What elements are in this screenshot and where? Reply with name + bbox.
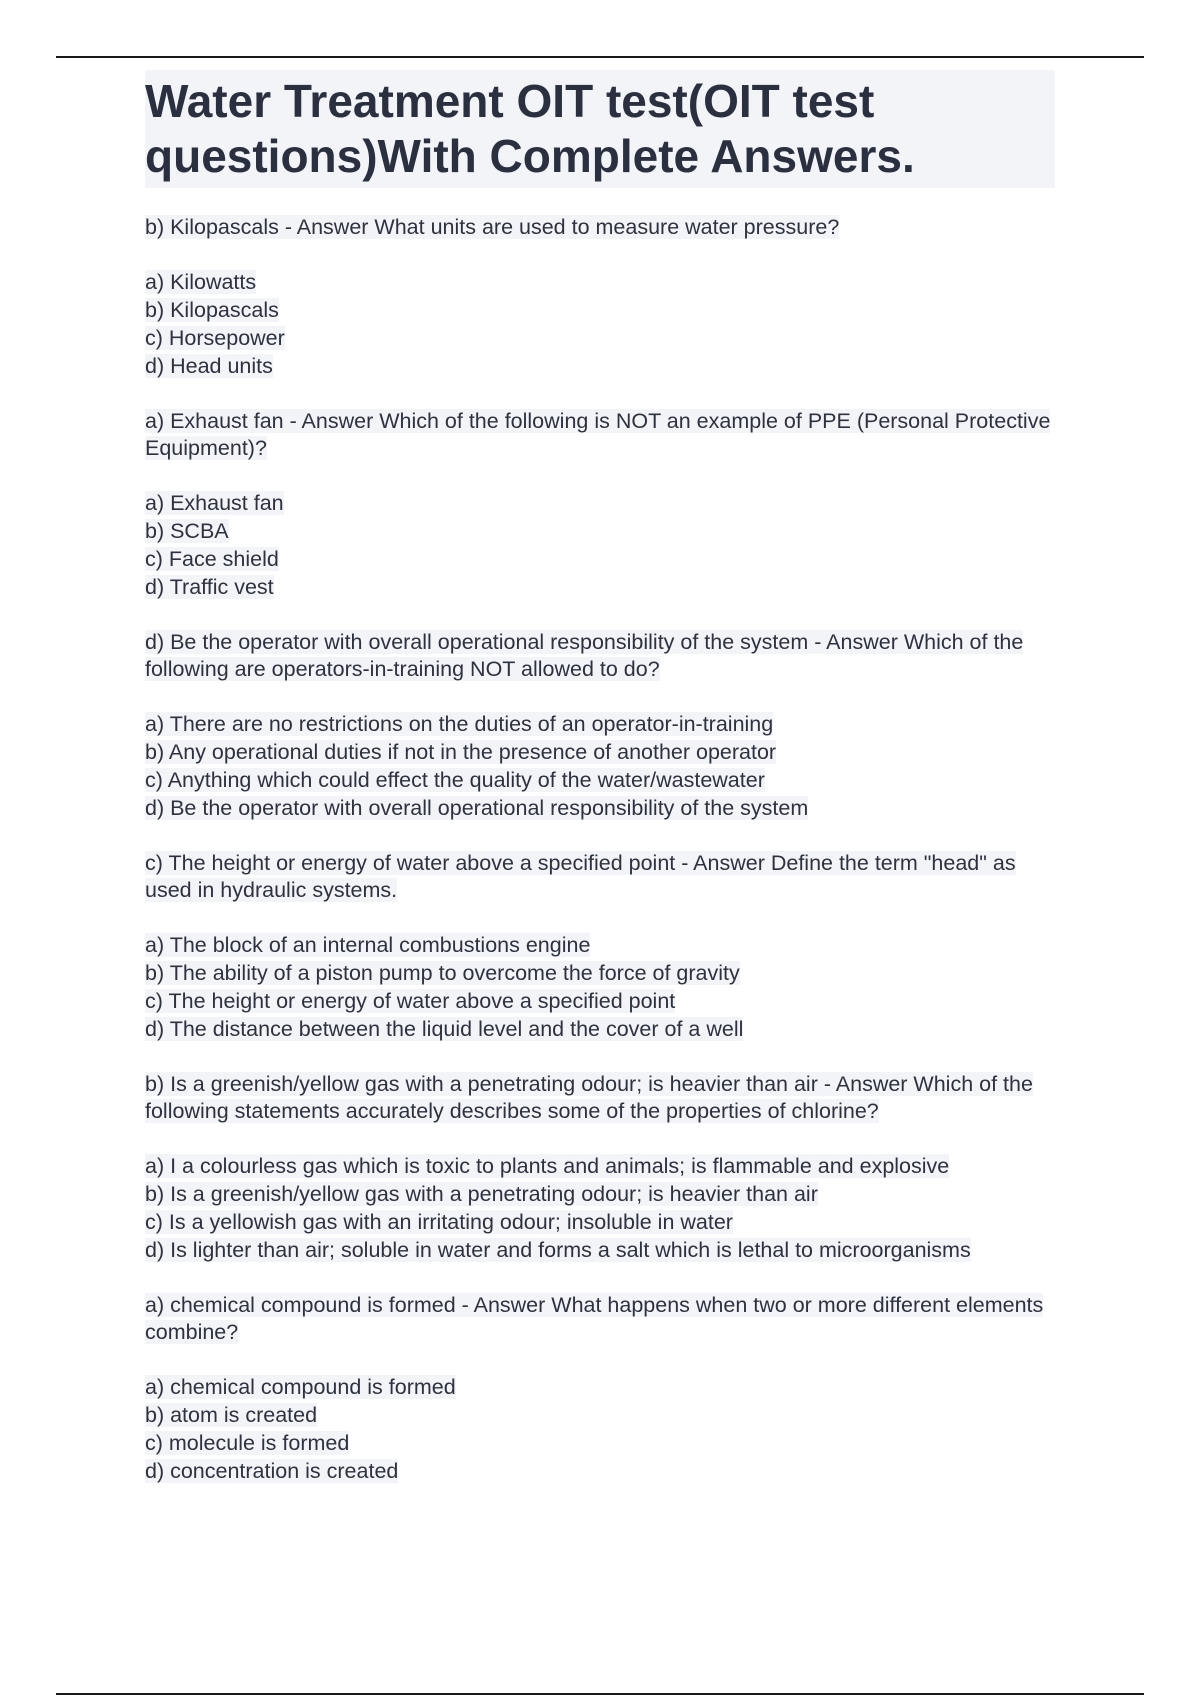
option-item [145, 1457, 1055, 1485]
option-text: b) SCBA [145, 519, 229, 543]
option-item [145, 1373, 1055, 1401]
title-block [145, 70, 1055, 188]
bottom-rule [56, 1693, 1144, 1695]
answer-text: b) Kilopascals - Answer What units are used to measure water pressure? [145, 215, 840, 239]
question-block [145, 1071, 1055, 1264]
option-item [145, 1236, 1055, 1264]
answer-text: b) Is a greenish/yellow gas with a penetrating odour; is heavier than air - Answer Which of the following statements accurately describes some of the properties of chlorine? [145, 1072, 1033, 1123]
option-text: c) Anything which could effect the quality of the water/wastewater [145, 768, 765, 792]
option-item [145, 1208, 1055, 1236]
option-text: d) Be the operator with overall operational responsibility of the system [145, 796, 809, 820]
option-item [145, 1429, 1055, 1457]
options-list [145, 1373, 1055, 1485]
answer-text: d) Be the operator with overall operational responsibility of the system - Answer Which of the following are operators-in-training NOT allowed to do? [145, 630, 1024, 681]
option-item [145, 1152, 1055, 1180]
option-text: c) Is a yellowish gas with an irritating odour; insoluble in water [145, 1210, 733, 1234]
option-item [145, 296, 1055, 324]
option-text: a) There are no restrictions on the duties of an operator-in-training [145, 712, 774, 736]
option-text: c) Horsepower [145, 326, 285, 350]
option-item [145, 573, 1055, 601]
answer-line [145, 214, 1055, 241]
question-block [145, 850, 1055, 1043]
option-item [145, 1180, 1055, 1208]
option-item [145, 987, 1055, 1015]
option-text: d) Traffic vest [145, 575, 274, 599]
document-title: Water Treatment OIT test(OIT test questions)With Complete Answers. [145, 75, 915, 182]
options-list [145, 931, 1055, 1043]
options-list [145, 268, 1055, 380]
option-item [145, 710, 1055, 738]
question-block [145, 629, 1055, 822]
option-text: d) The distance between the liquid level and the cover of a well [145, 1017, 744, 1041]
answer-line [145, 629, 1055, 683]
answer-text: c) The height or energy of water above a specified point - Answer Define the term "head" as used in hydraulic systems. [145, 851, 1016, 902]
option-text: d) concentration is created [145, 1459, 399, 1483]
option-text: c) Face shield [145, 547, 279, 571]
document-body [145, 70, 1055, 1513]
option-text: a) Exhaust fan [145, 491, 284, 515]
option-text: d) Is lighter than air; soluble in water and forms a salt which is lethal to microorganisms [145, 1238, 971, 1262]
options-list [145, 489, 1055, 601]
question-block [145, 408, 1055, 601]
answer-line [145, 850, 1055, 904]
option-text: b) Kilopascals [145, 298, 279, 322]
option-text: c) molecule is formed [145, 1431, 350, 1455]
option-text: a) chemical compound is formed [145, 1375, 456, 1399]
option-item [145, 517, 1055, 545]
option-item [145, 489, 1055, 517]
option-item [145, 931, 1055, 959]
options-list [145, 710, 1055, 822]
option-item [145, 766, 1055, 794]
option-text: a) The block of an internal combustions engine [145, 933, 591, 957]
option-item [145, 1015, 1055, 1043]
option-text: d) Head units [145, 354, 273, 378]
option-item [145, 352, 1055, 380]
option-text: b) atom is created [145, 1403, 318, 1427]
answer-line [145, 408, 1055, 462]
option-text: a) I a colourless gas which is toxic to plants and animals; is flammable and explosive [145, 1154, 950, 1178]
answer-line [145, 1292, 1055, 1346]
option-item [145, 1401, 1055, 1429]
option-item [145, 545, 1055, 573]
option-text: b) The ability of a piston pump to overcome the force of gravity [145, 961, 740, 985]
option-item [145, 959, 1055, 987]
top-rule [56, 56, 1144, 58]
option-text: a) Kilowatts [145, 270, 257, 294]
question-block [145, 1292, 1055, 1485]
answer-text: a) Exhaust fan - Answer Which of the following is NOT an example of PPE (Personal Protective Equipment)? [145, 409, 1051, 460]
option-text: b) Is a greenish/yellow gas with a penetrating odour; is heavier than air [145, 1182, 818, 1206]
answer-line [145, 1071, 1055, 1125]
question-block [145, 214, 1055, 380]
option-text: c) The height or energy of water above a specified point [145, 989, 676, 1013]
option-item [145, 738, 1055, 766]
option-text: b) Any operational duties if not in the presence of another operator [145, 740, 777, 764]
answer-text: a) chemical compound is formed - Answer What happens when two or more different elements combine? [145, 1293, 1044, 1344]
option-item [145, 324, 1055, 352]
options-list [145, 1152, 1055, 1264]
option-item [145, 268, 1055, 296]
option-item [145, 794, 1055, 822]
